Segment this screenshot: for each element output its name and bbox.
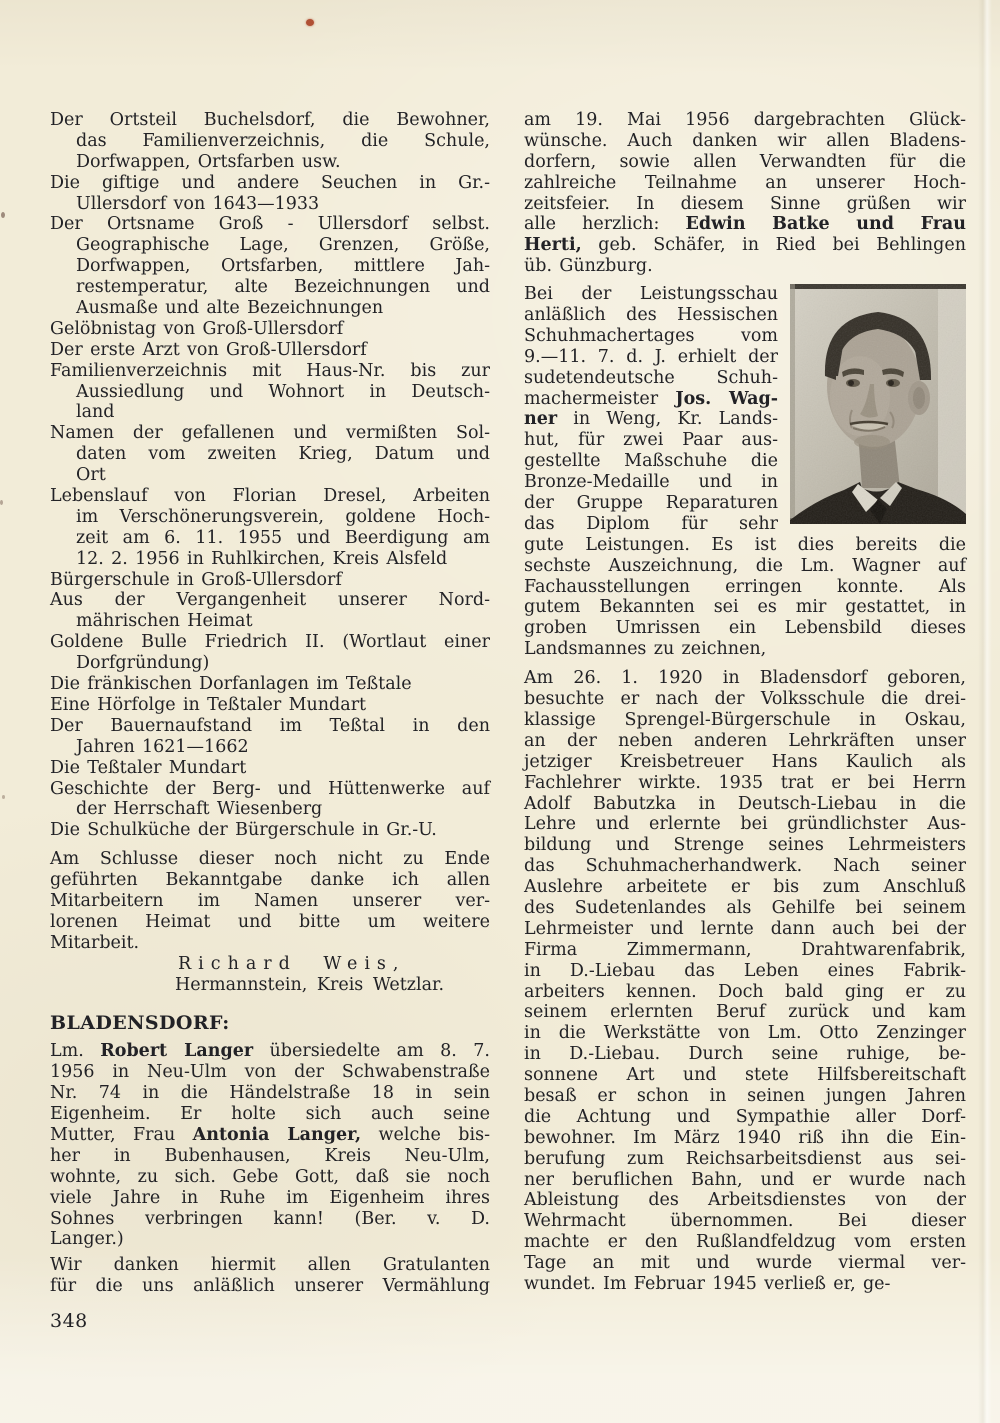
toc-item <box>50 674 490 695</box>
text-line: Mutter, Frau Antonia Langer, welche bis- <box>50 1125 490 1145</box>
text-line: Geographische Lage, Grenzen, Größe, <box>76 235 490 256</box>
red-ink-speck <box>306 19 314 26</box>
text-line: restemperatur, alte Bezeichnungen und <box>76 277 490 298</box>
signature-place: Hermannstein, Kreis Wetzlar. <box>175 974 445 995</box>
toc-item <box>50 214 490 318</box>
text-line: gute Leistungen. Es ist dies bereits die <box>524 534 966 555</box>
section-heading-bladensdorf: BLADENSDORF: <box>50 1012 230 1035</box>
text-line: Familienverzeichnis mit Haus-Nr. bis zur <box>50 360 490 381</box>
toc-item <box>50 570 490 591</box>
text-line: daten vom zweiten Krieg, Datum und <box>76 444 490 465</box>
text-line: gutem Bekannten sei es mir gestattet, in <box>524 597 966 618</box>
text-line: klassige Sprengel-Bürgerschule in Oskau, <box>524 709 966 730</box>
text-line: Mitarbeitern im Namen unserer ver- <box>50 890 490 911</box>
toc-item <box>50 820 490 841</box>
langer-paragraph <box>50 1041 490 1250</box>
text-line: der Gruppe Reparaturen <box>524 493 778 514</box>
toc-item <box>50 716 490 758</box>
text-line: Am 26. 1. 1920 in Bladensdorf geboren, <box>524 668 966 689</box>
text-line: des Sudetenlandes als Gehilfe bei seinem <box>524 897 966 918</box>
text-line: das Familienverzeichnis, die Schule, <box>76 130 490 151</box>
text-line: Die giftige und andere Seuchen in Gr.- <box>50 172 490 193</box>
leistungsschau-text-wide <box>524 535 966 660</box>
text-line: Lebenslauf von Florian Dresel, Arbeiten <box>50 486 490 507</box>
portrait-photo-art <box>790 284 966 524</box>
text-line: mährischen Heimat <box>76 611 253 632</box>
toc-item <box>50 590 490 632</box>
text-line: sonnene Art und stete Hilfsbereitschaft <box>524 1065 966 1086</box>
text-line: Dorfwappen, Ortsfarben usw. <box>76 151 341 172</box>
text-line: für die uns anläßlich unserer Vermählung <box>50 1276 490 1297</box>
text-line: Aussiedlung und Wohnort in Deutsch- <box>76 381 490 402</box>
biography-paragraph <box>524 668 966 1295</box>
signature-name: Richard Weis, <box>178 953 406 974</box>
text-line: Die Teßtaler Mundart <box>50 757 247 778</box>
text-line: ner beruflichen Bahn, und er wurde nach <box>524 1169 966 1190</box>
text-line: geführten Bekanntgabe danke ich allen <box>50 870 490 891</box>
text-line: Jahren 1621—1662 <box>76 736 249 757</box>
text-line: Adolf Babutzka in Deutsch-Liebau in die <box>524 793 966 814</box>
text-line: bildung und Strenge seines Lehrmeisters <box>524 835 966 856</box>
text-line: seinem erlernten Beruf zurück und kam <box>524 1002 966 1023</box>
text-line: hut, für zwei Paar aus- <box>524 430 778 451</box>
text-line: Die Schulküche der Bürgerschule in Gr.-U. <box>50 820 437 841</box>
text-line: machermeister Jos. Wag- <box>524 388 778 409</box>
text-line: Der erste Arzt von Groß-Ullersdorf <box>50 339 367 360</box>
text-line: Aus der Vergangenheit unserer Nord- <box>50 590 490 611</box>
text-line: anläßlich des Hessischen <box>524 305 778 326</box>
toc-item <box>50 173 490 215</box>
text-line: am 19. Mai 1956 dargebrachten Glück- <box>524 110 966 130</box>
text-line: zeit am 6. 11. 1955 und Beerdigung am <box>76 527 490 548</box>
text-line: 9.—11. 7. d. J. erhielt der <box>524 346 778 367</box>
text-line: bewohner. Im März 1940 riß ihn die Ein- <box>524 1127 966 1148</box>
text-line: alle herzlich: Edwin Batke und Frau <box>524 214 966 235</box>
edge-speck <box>1 212 5 218</box>
text-line: wünsche. Auch danken wir allen Bladens- <box>524 130 966 151</box>
text-line: das Diplom für sehr <box>524 513 778 534</box>
text-line: Herti, geb. Schäfer, in Ried bei Behlingen <box>524 235 966 256</box>
text-line: Landsmannes zu zeichnen, <box>524 639 767 660</box>
text-line: in D.-Liebau. Durch seine ruhige, be- <box>524 1044 966 1065</box>
right-column <box>524 110 966 1295</box>
leistungsschau-section <box>524 284 966 660</box>
text-line: gestellte Maßschuhe die <box>524 451 778 472</box>
text-line: Goldene Bulle Friedrich II. (Wortlaut einer <box>50 632 490 653</box>
text-line: Die fränkischen Dorfanlagen im Teßtale <box>50 674 412 695</box>
text-line: Schuhmachertages vom <box>524 325 778 346</box>
text-line: lorenen Heimat und bitte um weitere <box>50 911 490 932</box>
text-line: Ort <box>76 465 106 486</box>
text-line: Langer.) <box>50 1229 124 1250</box>
portrait-photo <box>790 284 966 524</box>
wedding-paragraph <box>524 110 966 277</box>
text-line: arbeiters kennen. Doch bald ging er zu <box>524 981 966 1002</box>
text-line: die Achtung und Sympathie aller Dorf- <box>524 1106 966 1127</box>
text-line: dorfern, sowie allen Verwandten für die <box>524 151 966 172</box>
text-line: im Verschönerungsverein, goldene Hoch- <box>76 506 490 527</box>
text-line: an der neben anderen Lehrkräften unser <box>524 730 966 751</box>
text-line: Bürgerschule in Groß-Ullersdorf <box>50 569 342 590</box>
toc-item <box>50 423 490 486</box>
text-line: sechste Auszeichnung, die Lm. Wagner auf <box>524 555 966 576</box>
left-column <box>50 110 490 1297</box>
text-line: Eine Hörfolge in Teßtaler Mundart <box>50 694 367 715</box>
text-line: land <box>76 402 115 423</box>
text-line: besaß er schon in seinen jungen Jahren <box>524 1085 966 1106</box>
text-line: Am Schlusse dieser noch nicht zu Ende <box>50 849 490 870</box>
text-line: Gelöbnistag von Groß-Ullersdorf <box>50 318 344 339</box>
toc-item <box>50 632 490 674</box>
text-line: Ullersdorf von 1643—1933 <box>76 193 320 214</box>
text-line: üb. Günzburg. <box>524 256 653 277</box>
toc-list <box>50 110 490 841</box>
text-line: Ableistung des Arbeitsdienstes von der <box>524 1190 966 1211</box>
edge-speck <box>0 500 3 505</box>
text-line: Tage an mit und wurde viermal ver- <box>524 1253 966 1274</box>
closing-paragraph <box>50 849 490 953</box>
toc-item <box>50 779 490 821</box>
toc-item <box>50 110 490 173</box>
text-line: das Schuhmacherhandwerk. Nach seiner <box>524 856 966 877</box>
toc-item <box>50 319 490 340</box>
text-line: sudetendeutsche Schuh- <box>524 367 778 388</box>
text-line: Wir danken hiermit allen Gratulanten <box>50 1255 490 1276</box>
text-line: wundet. Im Februar 1945 verließ er, ge- <box>524 1273 891 1294</box>
signature-block <box>50 954 490 996</box>
text-line: in die Werkstätte von Lm. Otto Zenzinger <box>524 1023 966 1044</box>
toc-item <box>50 758 490 779</box>
text-line: Lehre und erlernte bei gründlichster Aus- <box>524 814 966 835</box>
text-line: Auslehre arbeitete er bis zum Anschluß <box>524 877 966 898</box>
edge-speck <box>2 795 5 799</box>
text-line: Ausmaße und alte Bezeichnungen <box>76 298 384 319</box>
text-line: berufung zum Reichsarbeitsdienst aus sei- <box>524 1148 966 1169</box>
text-line: Eigenheim. Er holte sich auch seine <box>50 1104 490 1125</box>
text-line: her in Bubenhausen, Kreis Neu-Ulm, <box>50 1145 490 1166</box>
text-line: Sohnes verbringen kann! (Ber. v. D. <box>50 1208 490 1229</box>
text-line: viele Jahre in Ruhe im Eigenheim ihres <box>50 1187 490 1208</box>
text-line: Lm. Robert Langer übersiedelte am 8. 7. <box>50 1041 490 1062</box>
toc-item <box>50 695 490 716</box>
text-line: in D.-Liebau das Leben eines Fabrik- <box>524 960 966 981</box>
text-line: Dorfwappen, Ortsfarben, mittlere Jah- <box>76 256 490 277</box>
page-crease <box>978 0 992 1423</box>
text-line: Fachausstellungen erringen konnte. Als <box>524 576 966 597</box>
text-line: Dorfgründung) <box>76 653 210 674</box>
text-line: machte er den Rußlandfeldzug vom ersten <box>524 1232 966 1253</box>
text-line: Der Bauernaufstand im Teßtal in den <box>50 715 490 736</box>
thanks-paragraph <box>50 1255 490 1297</box>
text-line: Namen der gefallenen und vermißten Sol- <box>50 423 490 444</box>
text-line: der Herrschaft Wiesenberg <box>76 799 323 820</box>
text-line: Bei der Leistungsschau <box>524 284 778 305</box>
text-line: Wehrmacht übernommen. Bei dieser <box>524 1211 966 1232</box>
toc-item <box>50 340 490 361</box>
text-line: 1956 in Neu-Ulm von der Schwabenstraße <box>50 1062 490 1083</box>
text-line: Der Ortsteil Buchelsdorf, die Bewohner, <box>50 110 490 130</box>
text-line: Bronze-Medaille und in <box>524 472 778 493</box>
text-line: ner in Weng, Kr. Lands- <box>524 409 778 430</box>
text-line: besuchte er nach der Volksschule die drei- <box>524 689 966 710</box>
toc-item <box>50 361 490 424</box>
text-line: Der Ortsname Groß - Ullersdorf selbst. <box>50 214 490 235</box>
text-line: groben Umrissen ein Lebensbild dieses <box>524 618 966 639</box>
page-number: 348 <box>50 1310 88 1332</box>
text-line: Geschichte der Berg- und Hüttenwerke auf <box>50 778 490 799</box>
text-line: Lehrmeister und lernte dann auch bei der <box>524 918 966 939</box>
text-line: jetziger Kreisbetreuer Hans Kaulich als <box>524 751 966 772</box>
text-line: Nr. 74 in die Händelstraße 18 in sein <box>50 1083 490 1104</box>
text-line: 12. 2. 1956 in Ruhlkirchen, Kreis Alsfeld <box>76 548 448 569</box>
text-line: wohnte, zu sich. Gebe Gott, daß sie noch <box>50 1166 490 1187</box>
text-line: zahlreiche Teilnahme an unserer Hoch- <box>524 172 966 193</box>
text-line: Firma Zimmermann, Drahtwarenfabrik, <box>524 939 966 960</box>
toc-item <box>50 486 490 570</box>
text-line: Mitarbeit. <box>50 932 140 953</box>
text-line: zeitsfeier. In diesem Sinne grüßen wir <box>524 193 966 214</box>
text-line: Fachlehrer wirkte. 1935 trat er bei Herrn <box>524 772 966 793</box>
